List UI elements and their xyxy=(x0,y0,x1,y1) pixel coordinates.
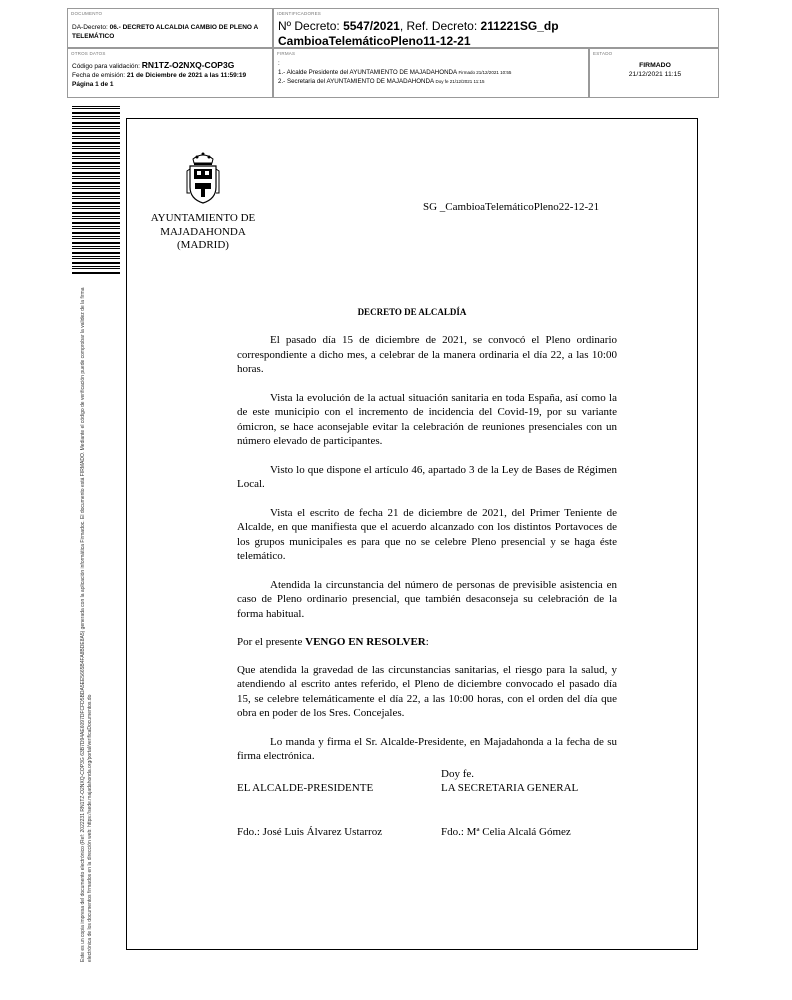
documento-label: DOCUMENTO xyxy=(71,11,103,16)
firma-2: 2.- Secretaria del AYUNTAMIENTO DE MAJADAHONDA Doy fe 21/12/2021 11:15 xyxy=(278,78,485,85)
page-title: DECRETO DE ALCALDÍA xyxy=(357,307,467,317)
firmas-cell: FIRMAS : 1.- Alcalde Presidente del AYUNTAMIENTO DE MAJADAHONDA Firmado 21/12/2021 10:55 2.- Secretaria del AYUNTAMIENTO DE MAJADAHONDA Doy fe 21/12/2021 11:15 xyxy=(273,48,589,98)
otros-datos-cell xyxy=(67,48,273,98)
documento-cell xyxy=(67,8,273,48)
status-date: 21/12/2021 11:15 xyxy=(628,71,682,78)
documento-value: DA-Decreto: 06.- DECRETO ALCALDIA CAMBIO DE PLENO A TELEMÁTICO xyxy=(72,24,259,40)
document-reference: SG _CambioaTelemáticoPleno22-12-21 xyxy=(423,201,600,213)
paragraph-4: Vista el escrito de fecha 21 de diciembre de 2021, del Primer Teniente de Alcalde, en que manifiesta que el acuerdo alcanzado con los distintos Portavoces de los grupos municipales es para que no se celebre Pleno presencial y se haga éste telemático. xyxy=(237,506,617,562)
barcode-icon xyxy=(72,106,120,276)
paragraph-1: El pasado día 15 de diciembre de 2021, se convocó el Pleno ordinario correspondiente a dicho mes, a celebrar de la manera ordinaria el día 22, a las 10:00 horas. xyxy=(237,334,617,375)
decreto-number: 5547/2021 xyxy=(343,19,400,33)
firma-1: 1.- Alcalde Presidente del AYUNTAMIENTO DE MAJADAHONDA Firmado 21/12/2021 10:55 xyxy=(278,69,512,76)
documento-title: 06.- DECRETO ALCALDIA CAMBIO DE PLENO A TELEMÁTICO xyxy=(72,24,259,40)
coat-of-arms-icon xyxy=(185,149,221,205)
status-badge: FIRMADO xyxy=(639,62,671,69)
estado-label: ESTADO xyxy=(593,51,613,56)
mayor-signature: Fdo.: José Luis Álvarez Ustarroz xyxy=(237,826,383,838)
estado-cell xyxy=(589,48,719,98)
paragraph-2: Vista la evolución de la actual situación sanitaria en toda España, así como la de este municipio con el incremento de incidencia del Covid-19, por su variante ómicron, se hace aconsejable evitar la celebración de reuniones presenciales con un número elevado de participantes. xyxy=(237,391,617,447)
letterhead: AYUNTAMIENTO DE MAJADAHONDA (MADRID) xyxy=(150,212,256,251)
validation-code: Código para validación: RN1TZ-O2NXQ-COP3G xyxy=(72,60,235,70)
identificadores-label: IDENTIFICADORES xyxy=(277,11,322,16)
document-body xyxy=(237,333,617,778)
emission-date: Fecha de emisión: 21 de Diciembre de 2021 a las 11:59:19 xyxy=(72,72,247,79)
paragraph-3: Visto lo que dispone el artículo 46, apartado 3 de la Ley de Bases de Régimen Local. xyxy=(237,463,617,490)
decreto-identifier: Nº Decreto: 5547/2021, Ref. Decreto: 211221SG_dp CambioaTelemáticoPleno11-12-21 xyxy=(278,19,559,48)
firmas-label: FIRMAS xyxy=(277,51,296,56)
doy-fe: Doy fe. xyxy=(441,768,474,780)
secretary-title: LA SECRETARIA GENERAL xyxy=(441,782,579,794)
identificadores-cell xyxy=(273,8,719,48)
otros-datos-label: OTROS DATOS xyxy=(71,51,106,56)
mayor-title: EL ALCALDE-PRESIDENTE xyxy=(237,782,374,794)
paragraph-5: Atendida la circunstancia del número de personas de previsible asistencia en caso de Pleno ordinario presencial, que también desaconseja su celebración de la forma habitual. xyxy=(237,578,617,620)
verification-note: Este es un copia impresa del documento electrónico (Ref: 2022231 RN1TZ-O2NXQ-COP3G 63B7D94AE6097DFCFD5BDA5EE5665B4FA8BDE8A5) generada con la aplicación informática Firmadoc. El documento está FIRMADO. Mediante el código de verificación puede comprobar la validez de la firma electrónica de los documentos firmados en la dirección web: https://sede.majadahonda.org/portal/verificaDocumentos.do xyxy=(80,287,93,962)
resolution-heading: Por el presente VENGO EN RESOLVER: xyxy=(237,636,429,648)
decreto-reference: 211221SG_dp CambioaTelemáticoPleno11-12-21 xyxy=(278,19,559,48)
page-count: Página 1 de 1 xyxy=(72,81,114,88)
document-page xyxy=(126,118,698,950)
paragraph-7: Lo manda y firma el Sr. Alcalde-Presidente, en Majadahonda a la fecha de su firma electrónica. xyxy=(237,735,617,762)
secretary-signature: Fdo.: Mª Celia Alcalá Gómez xyxy=(441,826,571,838)
paragraph-6: Que atendida la gravedad de las circunstancias sanitarias, el riesgo para la salud, y atendiendo al escrito antes referido, el Pleno de diciembre convocado el pasado día 15, se celebre telemáticamente el día 22, a las 10:00 horas, con el orden del día que obra en poder de los Sres. Concejales. xyxy=(237,663,617,719)
